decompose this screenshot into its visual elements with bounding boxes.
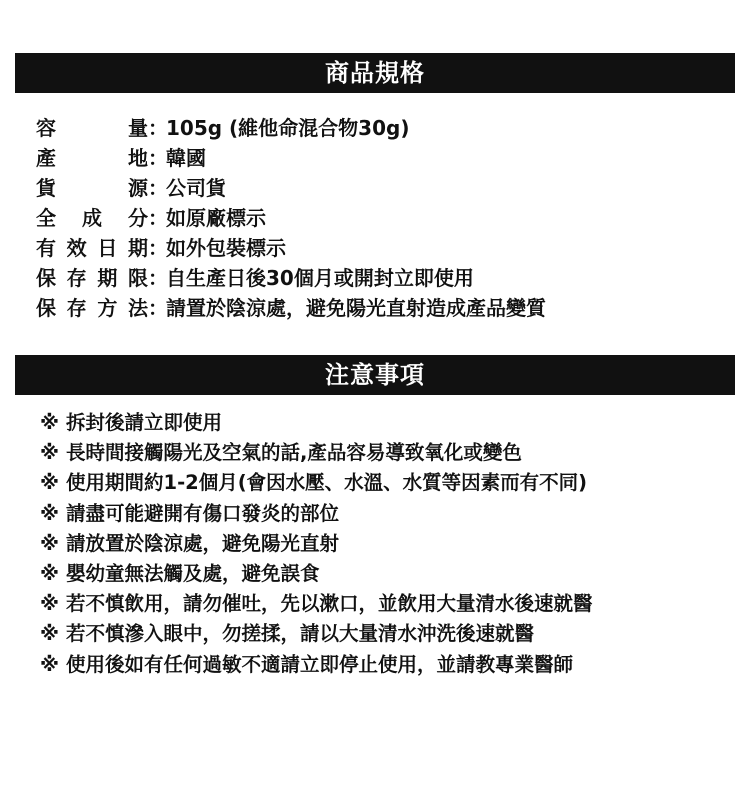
spec-value: 公司貨 [166, 176, 226, 200]
notice-text: 長時間接觸陽光及空氣的話,產品容易導致氧化或變色 [66, 441, 522, 465]
spec-row-capacity [36, 113, 546, 143]
notice-item [40, 408, 593, 438]
spec-colon: ： [148, 116, 168, 140]
spec-value: 105g (維他命混合物30g) [166, 116, 410, 140]
notice-text: 請盡可能避開有傷口發炎的部位 [66, 501, 340, 525]
spec-row-shelf-life [36, 263, 546, 293]
spec-row-source [36, 173, 546, 203]
reference-mark-icon: ※ [40, 441, 59, 465]
notice-item [40, 468, 593, 498]
notice-item [40, 559, 593, 589]
spec-section-title: 商品規格 [15, 53, 735, 93]
spec-colon: ： [148, 206, 168, 230]
reference-mark-icon: ※ [40, 592, 59, 616]
spec-colon: ： [148, 296, 168, 320]
reference-mark-icon: ※ [40, 622, 59, 646]
reference-mark-icon: ※ [40, 652, 59, 676]
spec-colon: ： [148, 176, 168, 200]
spec-label: 貨源 [36, 176, 148, 200]
notice-text: 拆封後請立即使用 [66, 411, 223, 434]
spec-label: 有效日期 [36, 236, 148, 260]
spec-label: 保存期限 [36, 266, 148, 290]
notice-text: 若不慎飲用，請勿催吐，先以漱口，並飲用大量清水後速就醫 [66, 592, 593, 616]
notice-item [40, 619, 593, 649]
spec-colon: ： [148, 236, 168, 260]
notice-item [40, 650, 593, 680]
spec-colon: ： [148, 146, 168, 170]
notice-item [40, 499, 593, 529]
spec-label: 產地 [36, 146, 148, 170]
spec-row-expiry-date [36, 233, 546, 263]
spec-label: 全成分 [36, 206, 148, 230]
spec-value: 請置於陰涼處，避免陽光直射造成產品變質 [166, 296, 546, 320]
reference-mark-icon: ※ [40, 411, 59, 434]
notice-item [40, 438, 593, 468]
notice-text: 若不慎滲入眼中，勿搓揉，請以大量清水沖洗後速就醫 [66, 622, 535, 646]
reference-mark-icon: ※ [40, 531, 59, 555]
spec-colon: ： [148, 266, 168, 290]
spec-value: 自生產日後30個月或開封立即使用 [166, 266, 474, 290]
notice-text: 請放置於陰涼處，避免陽光直射 [66, 531, 340, 555]
spec-label: 容量 [36, 116, 148, 140]
spec-value: 韓國 [166, 146, 206, 170]
spec-row-ingredients [36, 203, 546, 233]
notice-text: 使用期間約1-2個月(會因水壓、水溫、水質等因素而有不同) [66, 471, 588, 495]
spec-label: 保存方法 [36, 296, 148, 320]
spec-value: 如外包裝標示 [166, 236, 286, 260]
reference-mark-icon: ※ [40, 501, 59, 525]
notice-item [40, 589, 593, 619]
notice-list [40, 408, 593, 680]
spec-list [36, 113, 546, 323]
spec-row-origin [36, 143, 546, 173]
notice-text: 嬰幼童無法觸及處，避免誤食 [66, 561, 320, 585]
reference-mark-icon: ※ [40, 561, 59, 585]
spec-value: 如原廠標示 [166, 206, 266, 230]
spec-row-storage [36, 293, 546, 323]
notice-section-title: 注意事項 [15, 355, 735, 395]
notice-text: 使用後如有任何過敏不適請立即停止使用，並請教專業醫師 [66, 652, 574, 676]
reference-mark-icon: ※ [40, 471, 59, 495]
notice-item [40, 529, 593, 559]
